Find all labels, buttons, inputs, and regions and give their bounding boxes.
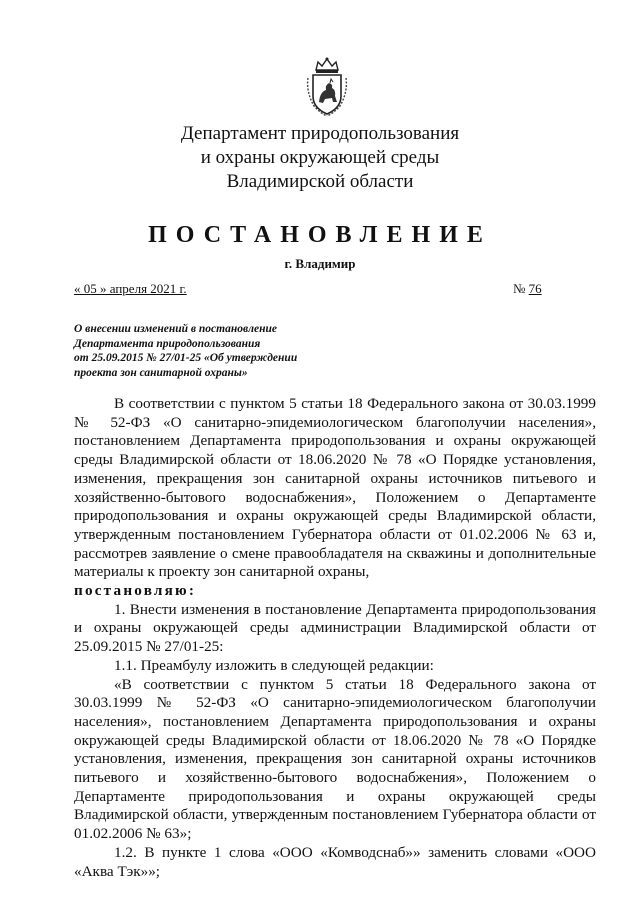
- document-body: [74, 395, 596, 881]
- item-1-paragraph: 1. Внести изменения в постановление Департамента природопользования и охраны окружающей среды администрации Владимирской области от 25.09.2015 № 27/01-25:: [74, 600, 596, 656]
- department-line: Департамент природопользования: [180, 123, 460, 144]
- quoted-preamble-paragraph: «В соответствии с пунктом 5 статьи 18 Федерального закона от 30.03.1999 № 52-ФЗ «О санитарно-эпидемиологическом благополучии населения», постановлением Департамента природопользования и охраны окружающей среды Владимирской области от 18.06.2020 № 78 «О Порядке установления, изменения, прекращения зон санитарной охраны источников питьевого и хозяйственно-бытового водоснабжения», Положением о Департаменте природопользования и охраны окружающей среды Владимирской области, утвержденным постановлением Губернатора области от 01.02.2006 № 63»;: [74, 675, 596, 843]
- date-open-quote: «: [74, 281, 81, 296]
- subject-line: проекта зон санитарной охраны»: [74, 366, 248, 379]
- subject-line: О внесении изменений в постановление: [74, 323, 278, 335]
- date-month-year: » апреля 2021 г.: [100, 281, 187, 296]
- city-line: г. Владимир: [284, 256, 356, 271]
- decree-word: постановляю:: [74, 582, 197, 600]
- coat-of-arms-emblem: [304, 56, 350, 118]
- document-number: [513, 281, 542, 297]
- department-line: Владимирской области: [226, 171, 414, 192]
- document-date: [74, 281, 187, 297]
- department-line: и охраны окружающей среды: [200, 147, 440, 168]
- number-value: 76: [528, 281, 542, 296]
- item-1-2-paragraph: 1.2. В пункте 1 слова «ООО «Комводснаб»» заменить словами «ООО «Аква Тэк»»;: [74, 843, 596, 880]
- subject-line: Департамента природопользования: [74, 337, 261, 350]
- item-1-1-paragraph: 1.1. Преамбулу изложить в следующей редакции:: [114, 656, 434, 674]
- department-name: [0, 122, 640, 194]
- number-label: №: [513, 281, 526, 296]
- date-day: 05: [80, 281, 100, 296]
- document-subject: [74, 322, 297, 380]
- document-type-title: ПОСТАНОВЛЕНИЕ: [148, 222, 492, 248]
- subject-line: от 25.09.2015 № 27/01-25 «Об утверждении: [74, 352, 298, 364]
- preamble-paragraph: В соответствии с пунктом 5 статьи 18 Федерального закона от 30.03.1999 № 52-ФЗ «О санитарно-эпидемиологическом благополучии населения», постановлением Департамента природопользования и охраны окружающей среды Владимирской области от 18.06.2020 № 78 «О Порядке установления, изменения, прекращения зон санитарной охраны источников питьевого и хозяйственно-бытового водоснабжения», Положением о Департаменте природопользования и охраны окружающей среды Владимирской области, утвержденным постановлением Губернатора области от 01.02.2006 № 63 и, рассмотрев заявление о смене правообладателя на скважины и дополнительные материалы к проекту зон санитарной охраны,: [74, 395, 596, 581]
